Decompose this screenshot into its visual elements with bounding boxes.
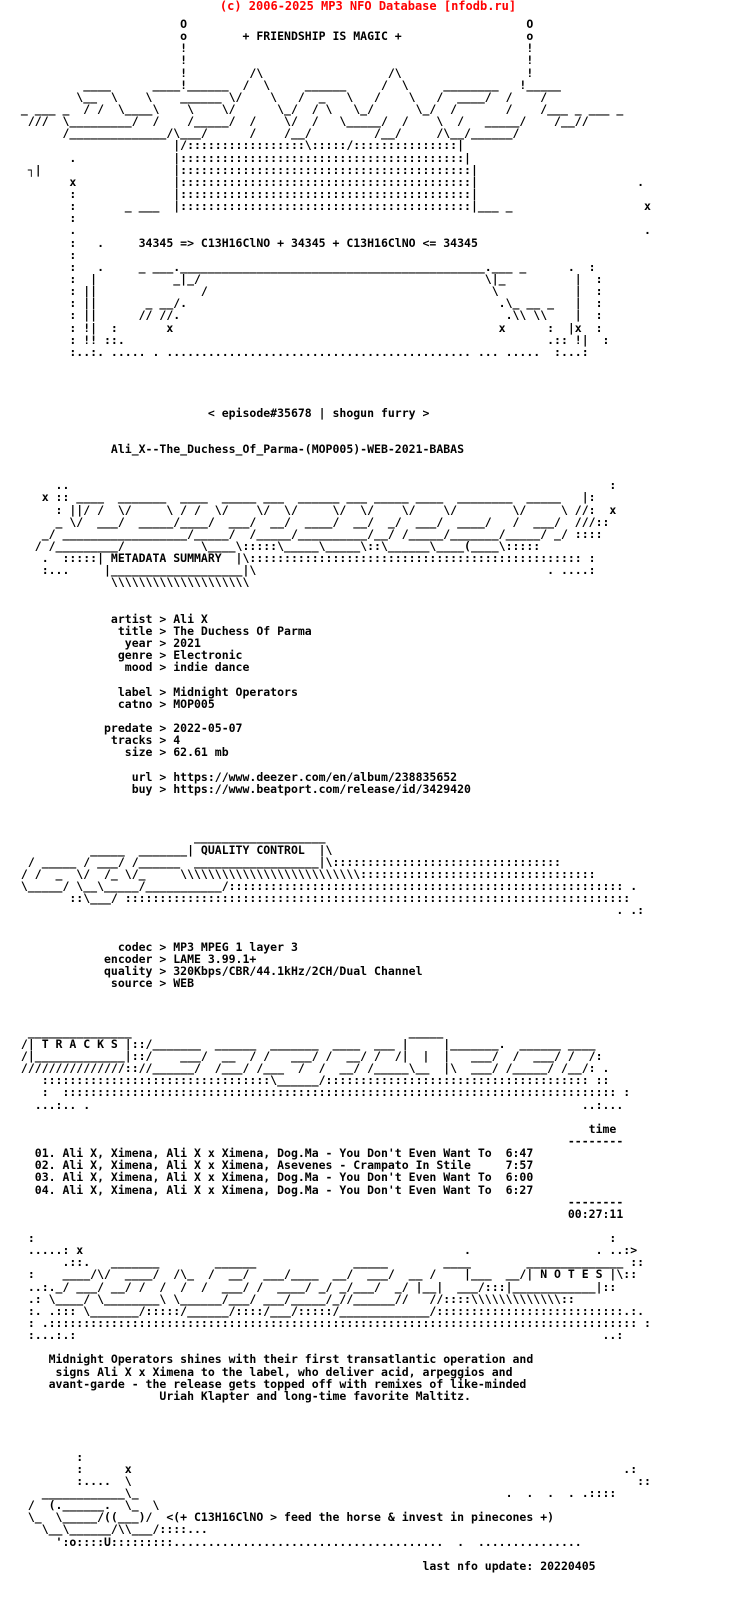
nfo-line: : x .: — [14, 1461, 638, 1476]
nfo-line: _ \/ ___/ _____/____/ ___/ __/ ____/ __/ _/ ___/ ____/ / ___/ ///:: — [14, 514, 610, 529]
nfo-line — [14, 419, 651, 431]
nfo-line: ::\___/ ::::::::::::::::::::::::::::::::::::::::::::::::::::::::::::::::::::::::: — [14, 891, 631, 906]
nfo-line: : || / \ | : — [14, 284, 603, 299]
nfo-line: : !! ::. .:: !| : — [14, 332, 610, 347]
nfo-line — [14, 807, 651, 819]
nfo-line: Uriah Klapter and long-time favorite Maltitz. — [14, 1388, 471, 1403]
nfo-line: :. .::: \_______/:::::/______/::::/___/:::::/_____________/:::::::::::::::::::::::::::.:. — [14, 1303, 645, 1318]
nfo-line: o + FRIENDSHIP IS MAGIC + o — [14, 29, 534, 44]
nfo-line: 00:27:11 — [14, 1206, 624, 1221]
nfo-line: ┐| |::::::::::::::::::::::::::::::::::::::::::| — [14, 162, 478, 177]
nfo-line: ! ! — [14, 41, 534, 56]
nfo-line — [14, 1438, 651, 1450]
site-header: (c) 2006-2025 MP3 NFO Database [nfodb.ru] — [219, 0, 517, 13]
nfo-line: .::. _______ ______ _____ ____ ______________ :: — [14, 1255, 645, 1270]
nfo-line: : |::::::::::::::::::::::::::::::::::::::::::| — [14, 186, 478, 201]
nfo-line: / /_________/ \____\:::::\_____\_____\::\______\____(____\::::: — [14, 539, 541, 554]
nfo-line — [14, 795, 651, 807]
nfo-line: : — [14, 211, 77, 226]
nfo-line: artist > Ali X — [14, 611, 208, 626]
nfo-line: url > https://www.deezer.com/en/album/238835652 — [14, 769, 458, 784]
nfo-line: ____ ____!______ / \ ______ / \ ________ !_____ — [14, 77, 561, 92]
nfo-line: Ali_X--The_Duchess_Of_Parma-(MOP005)-WEB-2021-BABAS — [14, 441, 465, 456]
nfo-line: ___________________ — [14, 830, 326, 845]
nfo-line: /| T R A C K S |::/_______ ______ _______ ____ ___ | |_______. ______ ____ — [14, 1036, 596, 1051]
nfo-line: time — [14, 1121, 617, 1136]
nfo-line: ':o::::U:::::::::....................................... . ............... — [14, 1534, 582, 1549]
nfo-line: /______________/\___/ / /__/ /__/ /\__/______/ — [14, 126, 520, 141]
nfo-line: : || _ __/. .\_ __ _ | : — [14, 296, 603, 311]
nfo-line: : . 34345 => C13H16ClNO + 34345 + C13H16ClNO <= 34345 — [14, 235, 478, 250]
nfo-line: \__ \ \ ______ \/ \ / _ \ / \ / ____/ / / — [14, 89, 548, 104]
nfo-line: 01. Ali X, Ximena, Ali X x Ximena, Dog.Ma - You Don't Even Want To 6:47 — [14, 1146, 534, 1161]
nfo-line — [14, 1111, 651, 1123]
nfo-line: predate > 2022-05-07 — [14, 721, 243, 736]
nfo-line — [14, 1414, 651, 1426]
nfo-line: _/ __________________/_____/ /_____/__________/__/ /_____/_______/_____/ _/ :::: — [14, 526, 603, 541]
nfo-line — [14, 382, 651, 394]
nfo-line: ! ! — [14, 53, 534, 68]
nfo-line: :... |___________________|\ . ....: — [14, 563, 596, 578]
nfo-line: -------- — [14, 1194, 624, 1209]
nfo-line: : :::::::::::::::::::::::::::::::::::::::::::::::::::::::::::::::::::::::::::::::: : — [14, 1085, 631, 1100]
nfo-line: genre > Electronic — [14, 648, 243, 663]
nfo-line: : . _ ___.____________________________________________.___ _ . : — [14, 259, 596, 274]
nfo-line: source > WEB — [14, 976, 195, 991]
nfo-line: buy > https://www.beatport.com/release/id/3429420 — [14, 781, 471, 796]
nfo-line: .....: x . . ..:> — [14, 1243, 638, 1258]
nfo-line: /|_____________|::/ ___/ __ / / ___/ / __/ / /| | | ___/ / ___/ / /: — [14, 1048, 603, 1063]
nfo-line: 03. Ali X, Ximena, Ali X x Ximena, Dog.Ma - You Don't Even Want To 6:00 — [14, 1170, 534, 1185]
nfo-line — [14, 929, 651, 941]
nfo-line: _______________ _____ — [14, 1024, 444, 1039]
nfo-line: :...:.: ..: — [14, 1328, 624, 1343]
nfo-line — [14, 759, 651, 771]
nfo-line — [14, 370, 651, 382]
nfo-line: avant-garde - the release gets topped off with remixes of like-minded — [14, 1376, 527, 1391]
nfo-line: quality > 320Kbps/CBR/44.1kHz/2CH/Dual Channel — [14, 963, 423, 978]
nfo-line: : : — [14, 1231, 617, 1246]
nfo-line: /// \_________/ / /_____/ / \/ / \_____/ / \ / _____/ /__// — [14, 114, 589, 129]
nfo-line: :::::::::::::::::::::::::::::::::\______/:::::::::::::::::::::::::::::::::::::: :: — [14, 1073, 610, 1088]
nfo-line: codec > MP3 MPEG 1 layer 3 — [14, 939, 298, 954]
nfo-line: last nfo update: 20220405 — [14, 1558, 596, 1573]
nfo-line: < episode#35678 | shogun furry > — [14, 405, 430, 420]
nfo-line: O O — [14, 17, 534, 31]
nfo-line: .: \____/ \________\ \______/___/ ___/_____/_//______// //::::\\\\\\\\\\\\\:: — [14, 1291, 575, 1306]
nfo-line: : | _|_/ \|_ | : — [14, 271, 603, 286]
nfo-line: mood > indie dance — [14, 660, 250, 675]
nfo-line: tracks > 4 — [14, 733, 181, 748]
nfo-line: : — [14, 247, 77, 262]
nfo-line: ///////////////:://______/ /___/ /___ / / __/ /_____\__ |\ ___/ /_____/ /__/: . — [14, 1061, 610, 1076]
nfo-line: . |:::::::::::::::::::::::::::::::::::::::::| — [14, 150, 471, 165]
nfo-line — [14, 358, 651, 370]
nfo-line: : .::::::::::::::::::::::::::::::::::::::::::::::::::::::::::::::::::::::::::::::::::::: : — [14, 1316, 651, 1331]
nfo-line — [14, 916, 651, 928]
nfo-line: _ ___ _ / / \____\ \ \/ \_/ / \ \_/ \_/ / / /___ _ ___ _ — [14, 101, 624, 116]
nfo-line: . .: — [14, 903, 645, 918]
nfo-line: x |::::::::::::::::::::::::::::::::::::::::::| . — [14, 174, 645, 189]
nfo-line: : _ ___ |::::::::::::::::::::::::::::::::::::::::::|___ _ x — [14, 199, 651, 214]
nfo-line: signs Ali X x Ximena to the label, who deliver acid, arpeggios and — [14, 1364, 513, 1379]
nfo-line: . :::::| METADATA SUMMARY |\:::::::::::::::::::::::::::::::::::::::::::::::: : — [14, 551, 596, 566]
nfo-line: label > Midnight Operators — [14, 684, 298, 699]
nfo-line: / _____ / ___/ /______ __________________|\::::::::::::::::::::::::::::::::: — [14, 854, 561, 869]
nfo-line: : — [14, 1449, 84, 1464]
nfo-line: .. : — [14, 478, 617, 493]
nfo-line — [14, 394, 651, 406]
nfo-line: _____ _______| QUALITY CONTROL |\ — [14, 842, 333, 857]
nfo-line: 04. Ali X, Ximena, Ali X x Ximena, Dog.Ma - You Don't Even Want To 6:27 — [14, 1182, 534, 1197]
nfo-body — [14, 18, 651, 1572]
nfo-line — [14, 1402, 651, 1414]
nfo-line: \\\\\\\\\\\\\\\\\\\\ — [14, 575, 250, 590]
nfo-line: x :: ____ _______ ____ _____ ___ ______ ___ _____ ____ ________ _____ |: — [14, 490, 596, 505]
nfo-line: title > The Duchess Of Parma — [14, 624, 312, 639]
nfo-line: : ____/\/ ____/ /\_ / __/ ___/____ __/ ___/ __ / |___ __/| N O T E S |\:: — [14, 1267, 638, 1282]
nfo-line: \_ \_____/((___)/ <(+ C13H16ClNO > feed the horse & invest in pinecones +) — [14, 1510, 555, 1525]
nfo-line — [14, 1001, 651, 1013]
nfo-line: year > 2021 — [14, 636, 201, 651]
nfo-line — [14, 674, 651, 686]
nfo-line: ...:.. . ..:... — [14, 1097, 624, 1112]
nfo-line: catno > MOP005 — [14, 696, 215, 711]
nfo-line: / / _ \/ /_ \/_ \\\\\\\\\\\\\\\\\\\\\\\\\\:::::::::::::::::::::::::::::::::: — [14, 866, 596, 881]
nfo-line: \_____/ \__\_____/___________/::::::::::::::::::::::::::::::::::::::::::::::::::::::::: . — [14, 878, 638, 893]
nfo-line — [14, 989, 651, 1001]
nfo-line: : !| : x x : |x : — [14, 320, 603, 335]
nfo-line: / (.______. \_ \ — [14, 1498, 160, 1513]
nfo-line: \__\______/\\___/::::... — [14, 1522, 208, 1537]
nfo-line — [14, 589, 651, 601]
nfo-line: -------- — [14, 1133, 624, 1148]
nfo-line: :..:. ..... . ............................................ ... ..... :...: — [14, 344, 589, 359]
nfo-line: ..:._/ ___/ __/ / / / / ___/ / ____/ _/ _/___/ _/ |__| ___/:::|____________|:: — [14, 1279, 617, 1294]
nfo-line: Midnight Operators shines with their first transatlantic operation and — [14, 1352, 534, 1367]
nfo-line: ____________\_ . . . . .:::: — [14, 1486, 617, 1501]
nfo-line: encoder > LAME 3.99.1+ — [14, 951, 257, 966]
nfo-line: :.... \ :: — [14, 1473, 651, 1488]
nfo-line: : || // //. .\\ \\ | : — [14, 308, 603, 323]
nfo-line: size > 62.61 mb — [14, 745, 229, 760]
nfo-line — [14, 455, 651, 467]
nfo-line — [14, 1014, 651, 1026]
nfo-line: . . — [14, 223, 651, 238]
nfo-line: |/:::::::::::::::::\:::::/:::::::::::::::| — [14, 138, 465, 153]
nfo-line: 02. Ali X, Ximena, Ali X x Ximena, Asevenes - Crampato In Stile 7:57 — [14, 1158, 534, 1173]
nfo-line: : ||/ / \/ \ / / \/ \/ \/ \/ \/ \/ \/ \/ \ //: x — [14, 502, 617, 517]
nfo-line: ! /\ /\ ! — [14, 65, 534, 80]
nfo-line — [14, 1426, 651, 1438]
